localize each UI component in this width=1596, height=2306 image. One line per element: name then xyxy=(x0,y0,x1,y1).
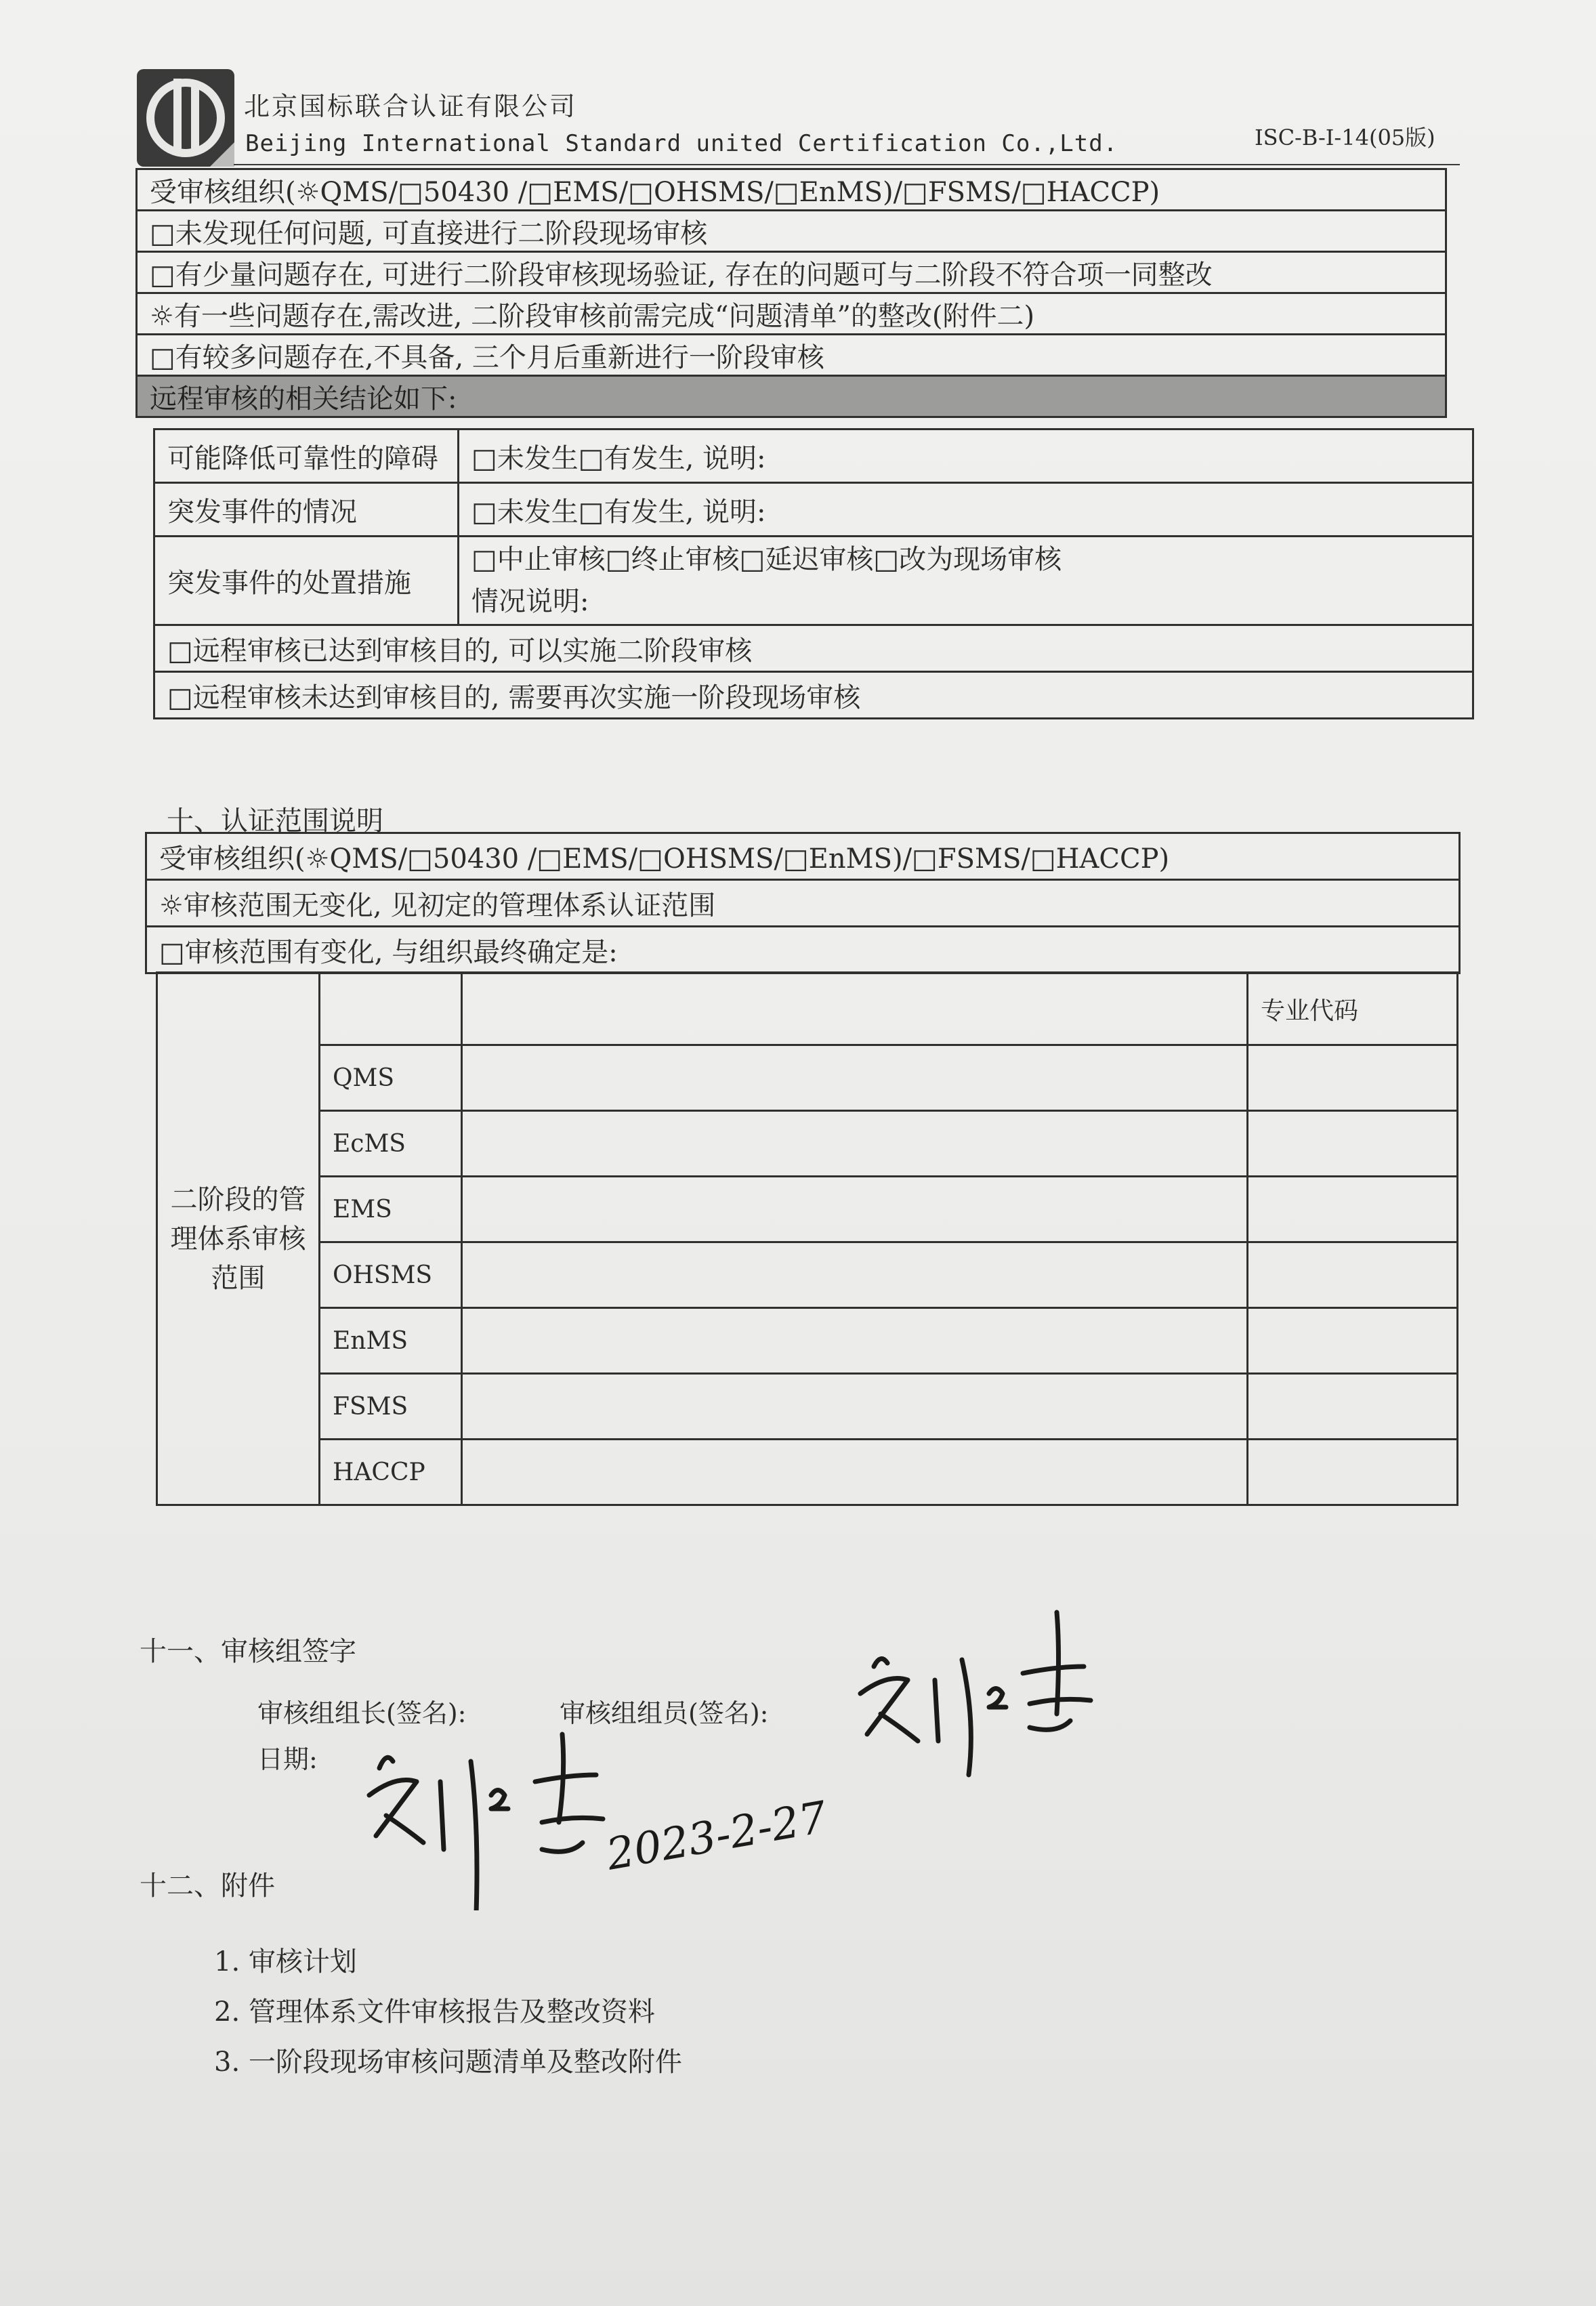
company-logo-icon xyxy=(134,66,237,169)
remote-row-label: 可能降低可靠性的障碍 xyxy=(154,429,459,483)
attachment-item: 1. 审核计划 xyxy=(214,1946,357,1977)
scope-cell xyxy=(462,1242,1248,1308)
remote-row-value: □未发生□有发生, 说明: xyxy=(459,483,1473,537)
phase1-org-line: 受审核组织(☼QMS/□50430 /□EMS/□OHSMS/□EnMS)/□FSMS/□HACCP) xyxy=(137,169,1446,211)
remote-measures-note: 情况说明: xyxy=(471,586,589,617)
remote-row-label: 突发事件的情况 xyxy=(154,483,459,537)
system-name: HACCP xyxy=(320,1440,462,1505)
scope-detail-table xyxy=(156,971,1458,1506)
code-cell xyxy=(1248,1440,1458,1505)
system-name: EnMS xyxy=(320,1308,462,1374)
system-name: FSMS xyxy=(320,1374,462,1440)
system-name: EcMS xyxy=(320,1111,462,1177)
phase1-option: □未发现任何问题, 可直接进行二阶段现场审核 xyxy=(137,211,1446,252)
phase1-option: □有较多问题存在,不具备, 三个月后重新进行一阶段审核 xyxy=(137,335,1446,376)
code-cell xyxy=(1248,1374,1458,1440)
scope-header-blank xyxy=(462,973,1248,1045)
code-cell xyxy=(1248,1111,1458,1177)
scope-header-blank xyxy=(320,973,462,1045)
remote-measures: □中止审核□终止审核□延迟审核□改为现场审核 xyxy=(471,544,1062,575)
date-label: 日期: xyxy=(257,1744,318,1774)
system-name: QMS xyxy=(320,1045,462,1111)
scope-table xyxy=(145,832,1461,974)
company-name-cn: 北京国标联合认证有限公司 xyxy=(244,91,578,121)
document-number: ISC-B-I-14(05版) xyxy=(1255,125,1435,150)
section-12-title: 十二、附件 xyxy=(140,1870,275,1902)
remote-conclusion: □远程审核已达到审核目的, 可以实施二阶段审核 xyxy=(154,625,1473,672)
system-name: EMS xyxy=(320,1177,462,1242)
scope-cell xyxy=(462,1045,1248,1111)
scope-cell xyxy=(462,1111,1248,1177)
phase1-option: ☼有一些问题存在,需改进, 二阶段审核前需完成“问题清单”的整改(附件二) xyxy=(137,293,1446,335)
code-cell xyxy=(1248,1242,1458,1308)
scope-side-label: 二阶段的管理体系审核范围 xyxy=(157,973,320,1505)
scope-cell xyxy=(462,1440,1248,1505)
scope-cell xyxy=(462,1374,1248,1440)
scope-cell xyxy=(462,1177,1248,1242)
handwritten-signature-icon xyxy=(339,1558,1152,1910)
scope-cell xyxy=(462,1308,1248,1374)
header-divider xyxy=(234,164,1460,165)
code-cell xyxy=(1248,1045,1458,1111)
remote-conclusion: □远程审核未达到审核目的, 需要再次实施一阶段现场审核 xyxy=(154,672,1473,719)
scope-no-change: ☼审核范围无变化, 见初定的管理体系认证范围 xyxy=(146,880,1460,927)
code-cell xyxy=(1248,1177,1458,1242)
leader-signature-label: 审核组组长(签名): xyxy=(257,1698,467,1728)
remote-row-label: 突发事件的处置措施 xyxy=(154,537,459,625)
scope-changed: □审核范围有变化, 与组织最终确定是: xyxy=(146,927,1460,973)
remote-row-value xyxy=(459,537,1473,625)
phase1-conclusion-table xyxy=(135,168,1447,418)
company-name-en: Beijing International Standard united Certification Co.,Ltd. xyxy=(245,130,1118,157)
system-name: OHSMS xyxy=(320,1242,462,1308)
code-header: 专业代码 xyxy=(1248,973,1458,1045)
attachment-item: 3. 一阶段现场审核问题清单及整改附件 xyxy=(214,2047,682,2078)
code-cell xyxy=(1248,1308,1458,1374)
phase1-option: □有少量问题存在, 可进行二阶段审核现场验证, 存在的问题可与二阶段不符合项一同整改 xyxy=(137,252,1446,293)
remote-row-value: □未发生□有发生, 说明: xyxy=(459,429,1473,483)
member-signature-label: 审核组组员(签名): xyxy=(560,1698,769,1728)
handwritten-date: 2023-2-27 xyxy=(602,1792,831,1881)
section-11-title: 十一、审核组签字 xyxy=(140,1636,356,1667)
scope-org-line: 受审核组织(☼QMS/□50430 /□EMS/□OHSMS/□EnMS)/□FSMS/□HACCP) xyxy=(146,833,1460,880)
remote-audit-heading: 远程审核的相关结论如下: xyxy=(137,376,1446,417)
remote-audit-table xyxy=(153,428,1474,719)
section-10-title: 十、认证范围说明 xyxy=(167,805,383,837)
attachment-item: 2. 管理体系文件审核报告及整改资料 xyxy=(214,1996,655,2028)
